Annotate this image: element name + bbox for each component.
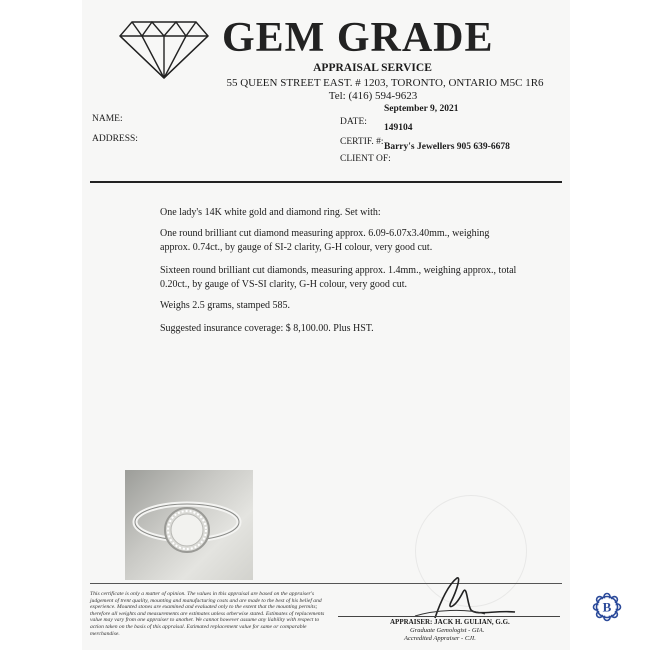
service-subtitle: APPRAISAL SERVICE	[313, 62, 432, 74]
insurance-value: Suggested insurance coverage: $ 8,100.00. Plus HST.	[160, 323, 374, 334]
client-label: CLIENT OF:	[340, 154, 391, 164]
brand-title: GEM GRADE	[222, 15, 494, 61]
brand-badge-icon[interactable]	[592, 592, 622, 622]
certificate-number: 149104	[384, 123, 413, 133]
appraiser-signature	[405, 570, 525, 622]
company-address: 55 QUEEN STREET EAST. # 1203, TORONTO, ONTARIO M5C 1R6	[226, 77, 544, 89]
signature-line	[338, 616, 560, 617]
company-phone: Tel: (416) 594-9623	[328, 90, 418, 102]
address-label: ADDRESS:	[92, 134, 138, 144]
ring-photo	[125, 470, 253, 580]
date-label: DATE:	[340, 117, 367, 127]
certificate-label: CERTIF. #:	[340, 137, 384, 147]
appraiser-credential-gia: Graduate Gemologist - GIA.	[410, 627, 485, 634]
badge-letter: B	[602, 599, 612, 615]
date-value: September 9, 2021	[384, 104, 459, 114]
disclaimer-text: This certificate is only a matter of opinion. The values in this appraisal are based on the appraiser's judgement of trent quality, mounting and manufacturing costs and are made to the best of his belief and experience. Mounted stones are examined and evaluated only to the extent that the mounting permits; therefore all weights and measurements are estimates unless otherwise stated. Estimates of replacements value may vary from one appraiser to another. We cannot however assume any liability with respect to action taken on the basis of this appraisal. Estimated replacement value for same or comparable merchandise.	[90, 591, 325, 637]
side-stones-description: Sixteen round brilliant cut diamonds, measuring approx. 1.4mm., weighing approx., total 0.20ct., by gauge of VS-SI clarity, G-H colour, very good cut.	[160, 265, 517, 290]
header-divider	[90, 181, 562, 183]
appraiser-name: APPRAISER: JACK H. GULIAN, G.G.	[390, 618, 510, 626]
weight-description: Weighs 2.5 grams, stamped 585.	[160, 300, 291, 311]
ring-description: One lady's 14K white gold and diamond ring. Set with:	[160, 207, 381, 218]
appraiser-credential-cji: Accredited Appraiser - CJI.	[404, 635, 476, 642]
client-value: Barry's Jewellers 905 639-6678	[384, 142, 510, 152]
center-stone-description: One round brilliant cut diamond measuring approx. 6.09-6.07x3.40mm., weighing approx. 0.74ct., by gauge of SI-2 clarity, G-H colour, very good cut.	[160, 228, 490, 253]
name-label: NAME:	[92, 114, 123, 124]
